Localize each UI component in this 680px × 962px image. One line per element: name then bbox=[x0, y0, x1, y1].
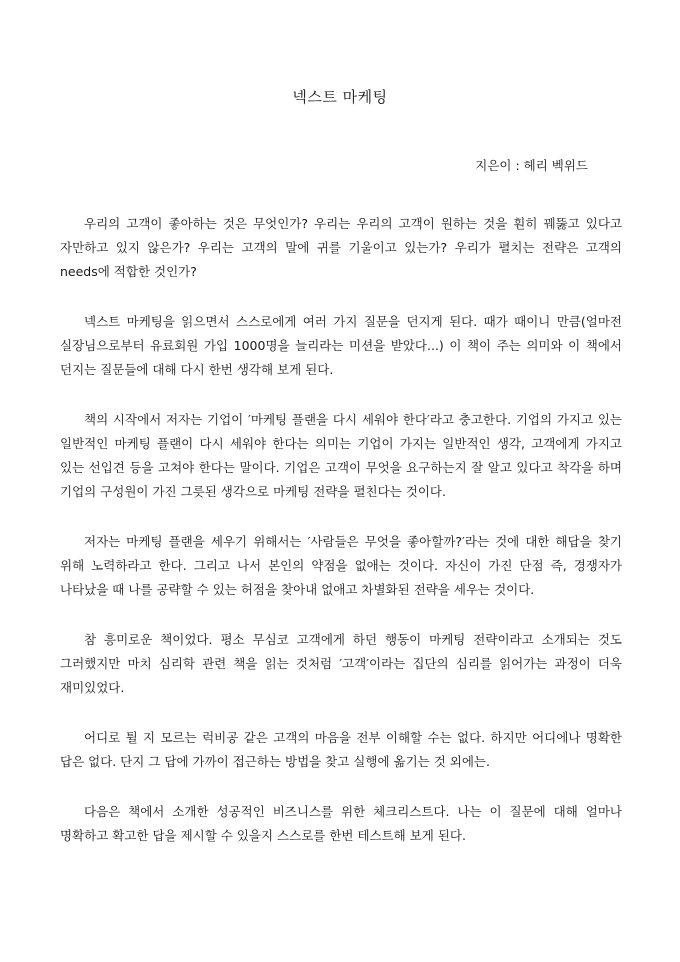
paragraph-3: 책의 시작에서 저자는 기업이 ′마케팅 플랜을 다시 세워야 한다′라고 충고한다. 기업의 가지고 있는 일반적인 마케팅 플랜이 다시 세워야 한다는 의미는 기업이 가지는 일반적인 생각, 고객에게 가지고 있는 선입견 등을 고쳐야 한다는 말이다. 기업은 고객이 무엇을 요구하는지 잘 알고 있다고 착각을 하며 기업의 구성원이 가진 그릇된 생각으로 마케팅 전략을 펼친다는 것이다. bbox=[60, 412, 622, 499]
paragraph-7: 다음은 책에서 소개한 성공적인 비즈니스를 위한 체크리스트다. 나는 이 질문에 대해 얼마나 명확하고 확고한 답을 제시할 수 있을지 스스로를 한번 테스트해 보게 된다. bbox=[60, 804, 622, 843]
paragraph-2: 넥스트 마케팅을 읽으면서 스스로에게 여러 가지 질문을 던지게 된다. 때가 때이니 만큼(얼마전 실장님으로부터 유료회원 가입 1000명을 늘리라는 미션을 받았다...) 이 책이 주는 의미와 이 책에서 던지는 질문들에 대해 다시 한번 생각해 보게 된다. bbox=[60, 314, 622, 377]
paragraph-1: 우리의 고객이 좋아하는 것은 무엇인가? 우리는 우리의 고객이 원하는 것을 훤히 꿰뚫고 있다고 자만하고 있지 않은가? 우리는 고객의 말에 귀를 기울이고 있는가? 우리가 펼치는 전략은 고객의 needs에 적합한 것인가? bbox=[60, 216, 622, 279]
paragraph-4: 저자는 마케팅 플랜을 세우기 위해서는 ′사람들은 무엇을 좋아할까?′라는 것에 대한 해답을 찾기 위해 노력하라고 한다. 그리고 나서 본인의 약점을 없애는 것이다. 자신이 가진 단점 즉, 경쟁자가 나타났을 때 나를 공략할 수 있는 허점을 찾아내 없애고 차별화된 전략을 세우는 것이다. bbox=[60, 534, 622, 597]
paragraph-6: 어디로 튈 지 모르는 럭비공 같은 고객의 마음을 전부 이해할 수는 없다. 하지만 어디에나 명확한 답은 없다. 단지 그 답에 가까이 접근하는 방법을 찾고 실행에 옮기는 것 외에는. bbox=[60, 730, 622, 769]
document-title: 넥스트 마케팅 bbox=[292, 88, 388, 106]
paragraph-5: 참 흥미로운 책이었다. 평소 무심코 고객에게 하던 행동이 마케팅 전략이라고 소개되는 것도 그러했지만 마치 심리학 관련 책을 읽는 것처럼 ′고객′이라는 집단의 심리를 읽어가는 과정이 더욱 재미있었다. bbox=[60, 632, 622, 695]
document-author: 지은이 : 헤리 벡위드 bbox=[475, 158, 588, 173]
document-body bbox=[60, 212, 622, 874]
